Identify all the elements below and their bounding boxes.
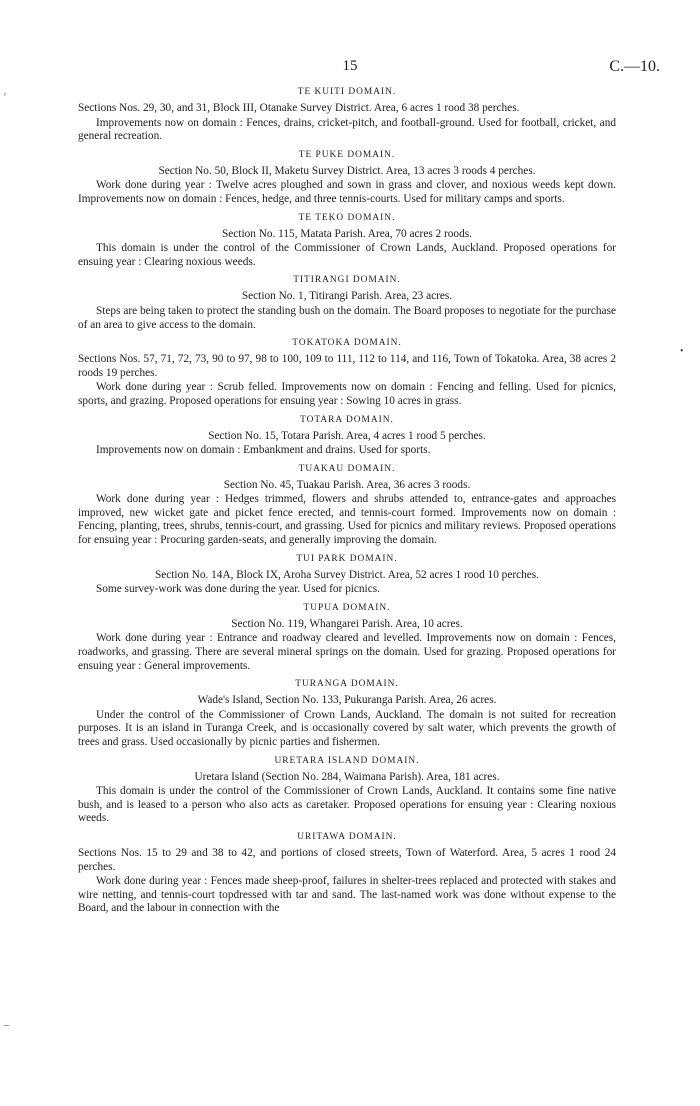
margin-mark: – [4,1020,9,1031]
section-info: Sections Nos. 29, 30, and 31, Block III, Otanake Survey District. Area, 6 acres 1 rood 38 perches. [78,102,520,114]
margin-mark: ′ [4,92,7,103]
section-info: Wade's Island, Section No. 133, Pukuranga Parish. Area, 26 acres. [197,694,497,707]
section-title: TUAKAU DOMAIN. [298,463,396,474]
section-te-teko [78,212,616,270]
section-info: Sections Nos. 15 to 29 and 38 to 42, and portions of closed streets, Town of Waterford. Area, 5 acres 1 rood 24 perches. [78,846,616,873]
section-tokatoka [78,337,616,408]
section-totara [78,414,616,458]
section-te-kuiti [78,86,616,144]
section-text: Improvements now on domain : Embankment and drains. Used for sports. [96,444,431,457]
section-info: Section No. 1, Titirangi Parish. Area, 23 acres. [241,290,453,303]
section-text: Work done during year : Entrance and roadway cleared and levelled. Improvements now on domain : Fences, roadworks, and grassing. There are several mineral springs on the domain. Used for grazing. Proposed operations for ensuing year : General improvements. [78,632,616,672]
section-text: Under the control of the Commissioner of Crown Lands, Auckland. The domain is not suited for recreation purposes. It is an island in Turanga Creek, and is occasionally covered by salt water, which prevents the growth of trees and grass. Used occasionally by picnic parties and fishermen. [78,708,616,748]
section-turanga [78,678,616,749]
document-code: C.—10. [609,58,660,75]
section-text: Some survey-work was done during the year. Used for picnics. [96,583,380,596]
section-tupua [78,602,616,673]
section-info: Section No. 15, Totara Parish. Area, 4 acres 1 rood 5 perches. [208,429,486,442]
section-info: Section No. 50, Block II, Maketu Survey District. Area, 13 acres 3 roods 4 perches. [158,164,536,177]
section-tuakau [78,463,616,548]
section-title: TITIRANGI DOMAIN. [293,275,401,286]
section-info: Section No. 115, Matata Parish. Area, 70 acres 2 roods. [222,227,472,240]
section-text: Work done during year : Fences made sheep-proof, failures in shelter-trees replaced and protected with stakes and wire netting, and tennis-court topdressed with tar and sand. The last-named work was done without expense to the Board, and the labour in connection with the [78,875,616,915]
section-info: Section No. 14A, Block IX, Aroha Survey District. Area, 52 acres 1 rood 10 perches. [154,568,539,581]
section-info: Uretara Island (Section No. 284, Waimana Parish). Area, 181 acres. [194,770,500,783]
section-te-puke [78,149,616,207]
section-title: TUPUA DOMAIN. [303,602,391,613]
section-title: TOKATOKA DOMAIN. [292,338,402,349]
section-titirangi [78,274,616,332]
section-title: TE PUKE DOMAIN. [298,149,396,160]
section-uretara-island [78,755,616,826]
section-text: This domain is under the control of the Commissioner of Crown Lands, Auckland. It contains some fine native bush, and is leased to a person who also acts as caretaker. Proposed operations for ensuing year : Clearing noxious weeds. [78,785,616,825]
document-body [78,86,616,921]
section-title: URITAWA DOMAIN. [297,831,397,842]
section-title: TURANGA DOMAIN. [295,679,399,690]
section-text: Steps are being taken to protect the standing bush on the domain. The Board proposes to negotiate for the purchase of an area to give access to the domain. [78,304,616,331]
section-tui-park [78,553,616,597]
section-text: This domain is under the control of the Commissioner of Crown Lands, Auckland. Proposed operations for ensuing year : Clearing noxious weeds. [78,242,616,268]
section-info: Section No. 45, Tuakau Parish. Area, 36 acres 3 roods. [223,478,471,491]
section-uritawa [78,831,616,916]
section-info: Section No. 119, Whangarei Parish. Area, 10 acres. [231,617,463,630]
section-info: Sections Nos. 57, 71, 72, 73, 90 to 97, 98 to 100, 109 to 111, 112 to 114, and 116, Town of Tokatoka. Area, 38 acres 2 roods 19 perches. [78,353,616,379]
section-title: TE TEKO DOMAIN. [298,212,396,223]
section-title: TUI PARK DOMAIN. [296,553,398,564]
page-number: 15 [342,58,358,74]
section-title: TOTARA DOMAIN. [300,414,394,425]
margin-mark: • [680,346,684,357]
section-text: Work done during year : Twelve acres ploughed and sown in grass and clover, and noxious weeds kept down. Improvements now on domain : Fences, hedge, and three tennis-courts. Used for military camps and sports. [78,179,616,205]
section-title: URETARA ISLAND DOMAIN. [274,755,420,766]
section-title: TE KUITI DOMAIN. [297,87,397,97]
section-text: Work done during year : Hedges trimmed, flowers and shrubs attended to, entrance-gates and approaches improved, new wicket gate and picket fence erected, and tennis-court formed. Improvements now on domain : Fencing, planting, trees, shrubs, tennis-court, and grassing. Used for picnics and military reviews. Proposed operations for ensuing year : Procuring garden-seats, and generally improving the domain. [78,493,616,547]
section-text: Improvements now on domain : Fences, drains, cricket-pitch, and football-ground. Used for football, cricket, and general recreation. [78,116,616,143]
section-text: Work done during year : Scrub felled. Improvements now on domain : Fencing and felling. Used for picnics, sports, and grazing. Proposed operations for ensuing year : Sowing 10 acres in grass. [78,381,616,407]
